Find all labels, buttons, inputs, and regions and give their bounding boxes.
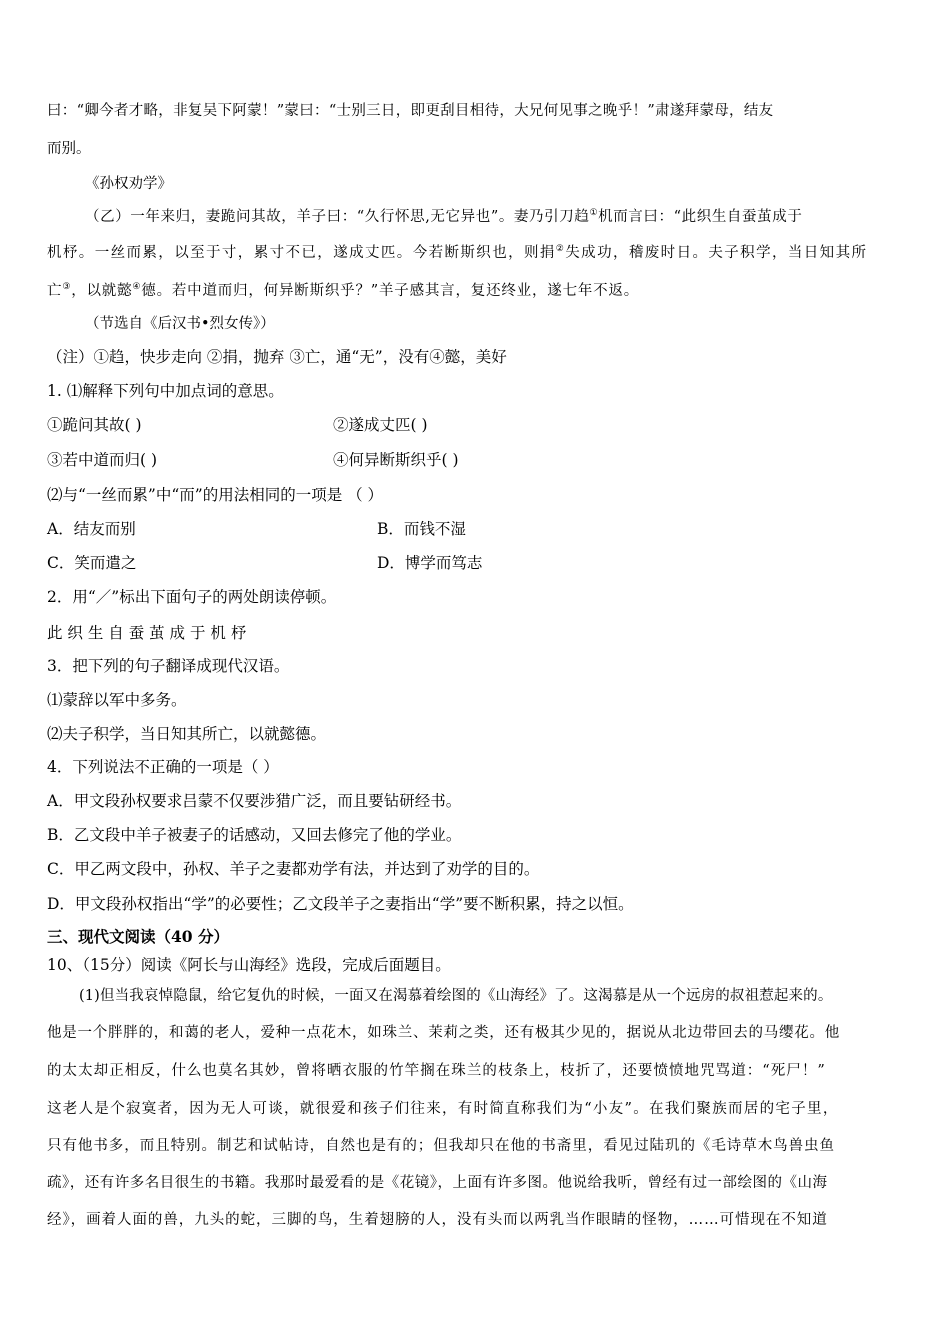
passage-b-source: （节选自《后汉书•烈女传》） — [85, 316, 275, 332]
q1-option: B．而钱不湿 — [377, 520, 466, 538]
q1-item: ③若中道而归( ) — [47, 451, 158, 469]
reading-paragraph-line: 的太太却正相反，什么也莫名其妙，曾将晒衣服的竹竿搁在珠兰的枝条上，枝折了，还要愤愤地咒骂道：“死尸！” — [47, 1063, 826, 1079]
question-10-stem: 10、（15分）阅读《阿长与山海经》选段，完成后面题目。 — [47, 956, 451, 974]
footnote-mark: ③ — [62, 282, 72, 293]
section-heading: 三、现代文阅读（40 分） — [47, 927, 229, 946]
passage-b-text: 德。若中道而归，何异断斯织乎？”羊子感其言，复还终业，遂七年不返。 — [141, 283, 640, 299]
annotation-notes: （注）①趋，快步走向 ②捐，抛弃 ③亡，通“无”，没有④懿，美好 — [47, 348, 507, 366]
q2-sentence: 此 织 生 自 蚕 茧 成 于 机 杼 — [47, 624, 247, 642]
passage-a-line: 曰：“卿今者才略，非复吴下阿蒙！”蒙曰：“士别三日，即更刮目相待，大兄何见事之晚乎！”肃遂拜蒙母，结友 — [47, 103, 774, 119]
reading-paragraph-line: 他是一个胖胖的，和蔼的老人，爱种一点花木，如珠兰、茉莉之类，还有极其少见的，据说从北边带回去的马缨花。他 — [47, 1025, 840, 1041]
passage-b-text: 亡 — [47, 283, 63, 299]
passage-b-text: （乙）一年来归，妻跪问其故，羊子曰：“久行怀思,无它异也”。妻乃引刀趋 — [85, 209, 590, 225]
footnote-mark: ② — [555, 244, 566, 255]
q4-option: C．甲乙两文段中，孙权、羊子之妻都劝学有法，并达到了劝学的目的。 — [47, 860, 540, 878]
question-1-stem: 1. ⑴解释下列句中加点词的意思。 — [47, 382, 284, 400]
q1-item: ②遂成丈匹( ) — [333, 416, 428, 434]
passage-b-line — [47, 281, 639, 301]
footnote-mark: ① — [589, 208, 599, 219]
q4-option: A．甲文段孙权要求吕蒙不仅要涉猎广泛，而且要钻研经书。 — [47, 792, 462, 810]
q1-option: A．结友而别 — [47, 520, 136, 538]
passage-b-text: 机而言曰：“此织生自蚕茧成于 — [598, 209, 803, 225]
question-2-stem: 2．用“／”标出下面句子的两处朗读停顿。 — [47, 588, 337, 606]
q1-option: C．笑而遣之 — [47, 554, 137, 572]
passage-a-source: 《孙权劝学》 — [85, 176, 172, 192]
passage-b-text: 失成功，稽废时日。夫子积学，当日知其所 — [565, 245, 868, 261]
q4-option: D．甲文段孙权指出“学”的必要性；乙文段羊子之妻指出“学”要不断积累，持之以恒。 — [47, 895, 634, 913]
reading-paragraph-line: (1)但当我哀悼隐鼠，给它复仇的时候，一面又在渴慕着绘图的《山海经》了。这渴慕是从一个远房的叔祖惹起来的。 — [79, 988, 833, 1004]
q1-sub2-stem: ⑵与“一丝而累”中“而”的用法相同的一项是 （ ） — [47, 486, 384, 504]
passage-b-text: 机杼。一丝而累，以至于寸，累寸不已，遂成丈匹。今若断斯织也，则捐 — [47, 245, 556, 261]
q1-item: ④何异断斯织乎( ) — [333, 451, 459, 469]
q3-sentence: ⑴蒙辞以军中多务。 — [47, 691, 187, 709]
reading-paragraph-line: 经》，画着人面的兽，九头的蛇，三脚的鸟，生着翅膀的人，没有头而以两乳当作眼睛的怪物，……可惜现在不知道 — [47, 1212, 828, 1228]
footnote-mark: ④ — [132, 282, 142, 293]
question-3-stem: 3．把下列的句子翻译成现代汉语。 — [47, 657, 290, 675]
q4-option: B．乙文段中羊子被妻子的话感动，又回去修完了他的学业。 — [47, 826, 462, 844]
reading-paragraph-line: 这老人是个寂寞者，因为无人可谈，就很爱和孩子们往来，有时简直称我们为“小友”。在我们聚族而居的宅子里， — [47, 1101, 839, 1117]
reading-paragraph-line: 只有他书多，而且特别。制艺和试帖诗，自然也是有的；但我却只在他的书斋里，看见过陆玑的《毛诗草木鸟兽虫鱼 — [47, 1138, 835, 1154]
passage-b-line — [47, 243, 867, 263]
passage-b-line — [85, 207, 802, 227]
question-4-stem: 4．下列说法不正确的一项是（ ） — [47, 758, 279, 776]
reading-paragraph-line: 疏》，还有许多名目很生的书籍。我那时最爱看的是《花镜》，上面有许多图。他说给我听，曾经有过一部绘图的《山海 — [47, 1175, 828, 1191]
passage-b-text: ，以就懿 — [71, 283, 133, 299]
q3-sentence: ⑵夫子积学，当日知其所亡，以就懿德。 — [47, 725, 327, 743]
passage-a-line: 而别。 — [47, 141, 91, 157]
q1-option: D．博学而笃志 — [377, 554, 483, 572]
q1-item: ①跪问其故( ) — [47, 416, 142, 434]
